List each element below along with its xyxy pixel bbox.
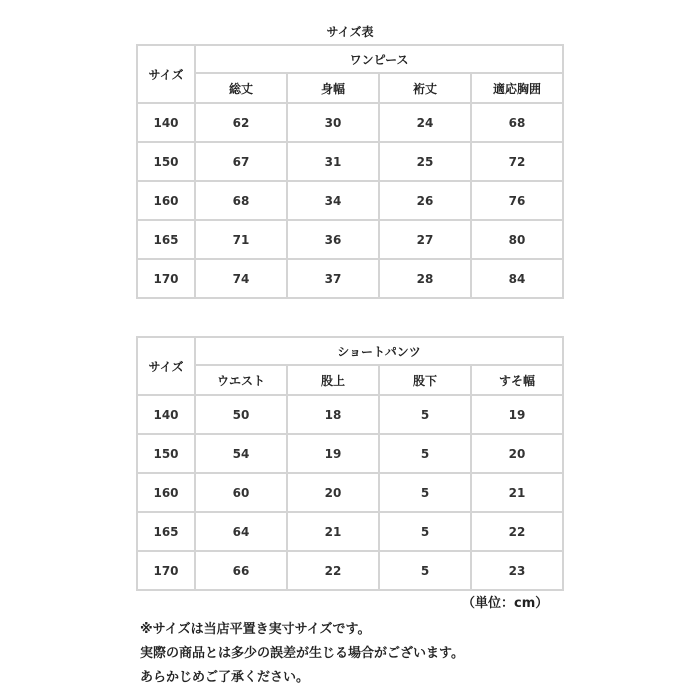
table-row: [137, 220, 563, 259]
table-row: [137, 473, 563, 512]
column-header: すそ幅: [471, 365, 563, 395]
table-cell: 26: [379, 181, 471, 220]
table-cell: 24: [379, 103, 471, 142]
size-header: サイズ: [137, 337, 195, 395]
group-header-shorts: ショートパンツ: [195, 337, 563, 365]
column-header: 総丈: [195, 73, 287, 103]
table-cell: 84: [471, 259, 563, 298]
column-header: ウエスト: [195, 365, 287, 395]
size-cell: 160: [137, 473, 195, 512]
table-cell: 22: [471, 512, 563, 551]
table-cell: 54: [195, 434, 287, 473]
shorts-size-table: [136, 336, 564, 591]
table-cell: 76: [471, 181, 563, 220]
table-cell: 5: [379, 434, 471, 473]
table-cell: 5: [379, 395, 471, 434]
table-cell: 21: [287, 512, 379, 551]
table-cell: 21: [471, 473, 563, 512]
table-cell: 20: [471, 434, 563, 473]
table-row: [137, 181, 563, 220]
table-cell: 28: [379, 259, 471, 298]
page-title: サイズ表: [326, 25, 374, 39]
onepiece-size-table: [136, 44, 564, 299]
table-cell: 66: [195, 551, 287, 590]
table-cell: 72: [471, 142, 563, 181]
table-cell: 5: [379, 512, 471, 551]
size-cell: 140: [137, 103, 195, 142]
table-cell: 64: [195, 512, 287, 551]
table-cell: 19: [287, 434, 379, 473]
size-cell: 165: [137, 220, 195, 259]
size-header: サイズ: [137, 45, 195, 103]
size-cell: 140: [137, 395, 195, 434]
table-cell: 31: [287, 142, 379, 181]
table-cell: 62: [195, 103, 287, 142]
note-line: あらかじめご了承ください。: [140, 670, 310, 685]
table-cell: 23: [471, 551, 563, 590]
table-cell: 80: [471, 220, 563, 259]
table-row: [137, 142, 563, 181]
table-cell: 68: [195, 181, 287, 220]
table-cell: 74: [195, 259, 287, 298]
table-cell: 36: [287, 220, 379, 259]
table-cell: 67: [195, 142, 287, 181]
table-cell: 60: [195, 473, 287, 512]
size-cell: 170: [137, 259, 195, 298]
table-row: [137, 434, 563, 473]
table-cell: 27: [379, 220, 471, 259]
note-line: 実際の商品とは多少の誤差が生じる場合がございます。: [140, 646, 464, 661]
note-line: ※サイズは当店平置き実寸サイズです。: [140, 622, 371, 637]
size-cell: 165: [137, 512, 195, 551]
table-cell: 50: [195, 395, 287, 434]
table-cell: 19: [471, 395, 563, 434]
table-cell: 5: [379, 473, 471, 512]
table-row: [137, 512, 563, 551]
column-header: 股下: [379, 365, 471, 395]
table-row: [137, 551, 563, 590]
column-header: 股上: [287, 365, 379, 395]
table-row: [137, 103, 563, 142]
size-cell: 150: [137, 434, 195, 473]
column-header: 適応胸囲: [471, 73, 563, 103]
table-cell: 5: [379, 551, 471, 590]
notes: [140, 618, 680, 690]
unit-label: （単位：cm）: [462, 596, 549, 611]
table-cell: 25: [379, 142, 471, 181]
group-header-onepiece: ワンピース: [195, 45, 563, 73]
size-cell: 160: [137, 181, 195, 220]
table-cell: 68: [471, 103, 563, 142]
column-header: 裄丈: [379, 73, 471, 103]
table-cell: 71: [195, 220, 287, 259]
table-row: [137, 395, 563, 434]
table-cell: 34: [287, 181, 379, 220]
table-cell: 20: [287, 473, 379, 512]
table-cell: 37: [287, 259, 379, 298]
table-row: [137, 259, 563, 298]
size-cell: 150: [137, 142, 195, 181]
column-header: 身幅: [287, 73, 379, 103]
size-cell: 170: [137, 551, 195, 590]
table-cell: 30: [287, 103, 379, 142]
table-cell: 22: [287, 551, 379, 590]
table-cell: 18: [287, 395, 379, 434]
